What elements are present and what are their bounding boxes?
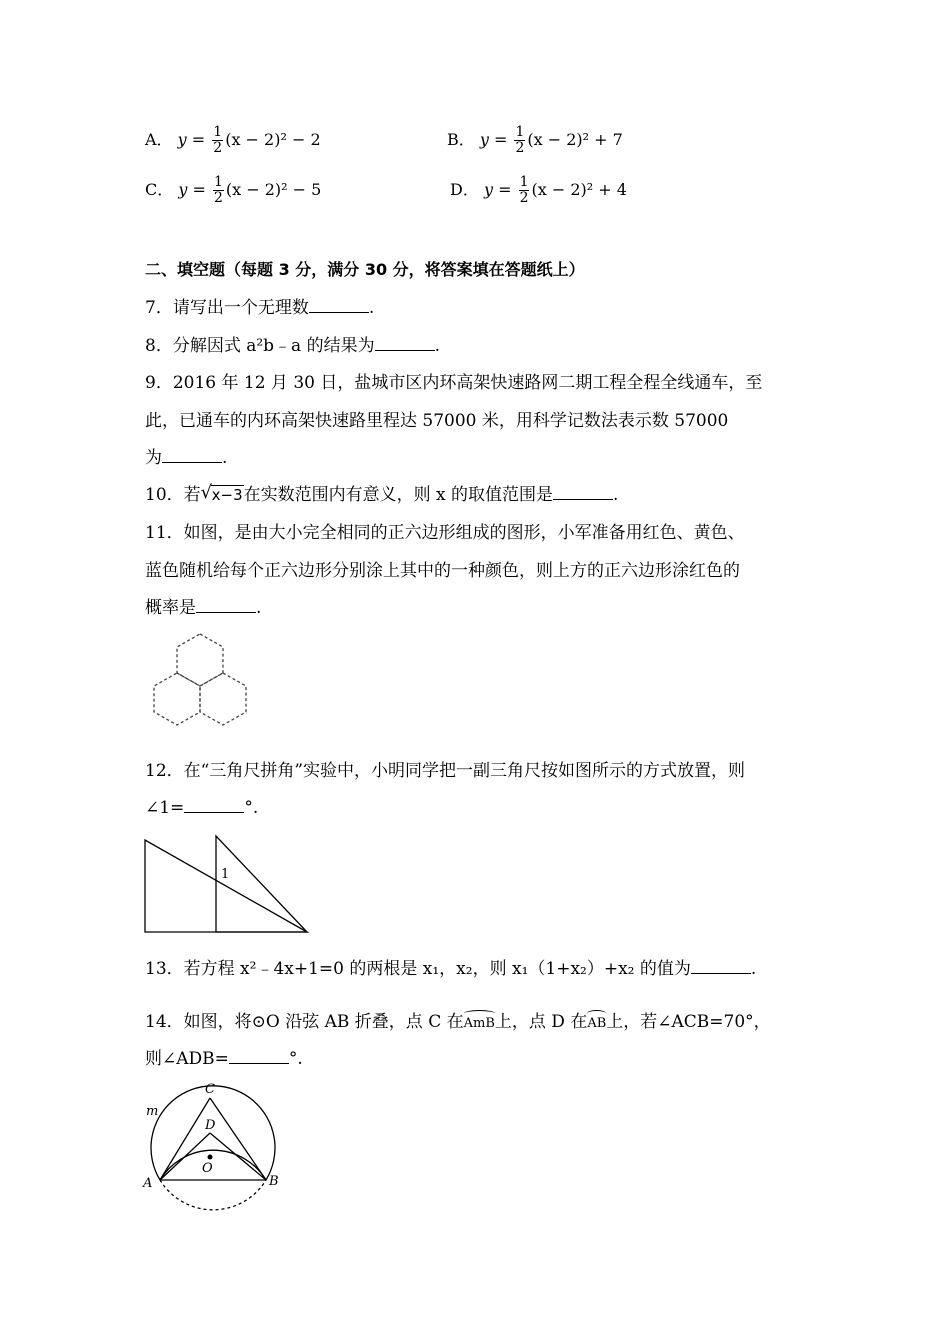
set-square-figure [140, 834, 315, 939]
circle-fold-figure [138, 1075, 298, 1215]
question-11-line1: 11．如图，是由大小完全相同的正六边形组成的图形，小军准备用红色、黄色、 [145, 523, 745, 543]
question-14-line1: 14．如图，将⊙O 沿弦 AB 折叠，点 C 在AmB上，点 D 在AB上，若∠ACB=70°， [145, 1011, 771, 1035]
question-8: 8．分解因式 a²b﹣a 的结果为 . [145, 336, 440, 356]
label-o: O [202, 1161, 213, 1176]
option-c: C． y = $\frac{1}{2}$ (x − 2)² − 5 [145, 174, 322, 206]
fraction: $\frac{1}{2}$ [515, 124, 525, 156]
fraction: $\frac{1}{2}$ [519, 174, 529, 206]
question-12-line1: 12．在“三角尺拼角”实验中，小明同学把一副三角尺按如图所示的方式放置，则 [145, 761, 746, 781]
center-point-icon [208, 1155, 213, 1160]
label-d: D [205, 1118, 216, 1133]
question-10: 10．若 √ x−3在实数范围内有意义，则 x 的取值范围是 . [145, 482, 619, 505]
hexagon-figure [140, 630, 270, 730]
answer-blank[interactable] [309, 298, 369, 313]
square-root: √ x−3 [200, 482, 243, 504]
answer-blank[interactable] [229, 1049, 289, 1064]
question-14-line2: 则∠ADB= °. [145, 1049, 303, 1069]
answer-blank[interactable] [553, 485, 613, 500]
label-c: C [205, 1082, 215, 1097]
question-12-line2: ∠1= °. [145, 798, 259, 818]
arc-symbol: AB [587, 1013, 606, 1035]
question-11-line2: 蓝色随机给每个正六边形分别涂上其中的一种颜色，则上方的正六边形涂红色的 [145, 561, 740, 581]
answer-blank[interactable] [196, 598, 256, 613]
fraction: $\frac{1}{2}$ [213, 124, 223, 156]
question-7: 7．请写出一个无理数 . [145, 298, 375, 318]
question-9-line1: 9．2016 年 12 月 30 日，盐城市区内环高架快速路网二期工程全程全线通车，至 [145, 373, 763, 393]
question-13: 13．若方程 x²﹣4x+1=0 的两根是 x₁，x₂，则 x₁（1+x₂）+x₂ 的值为 . [145, 959, 757, 979]
arc-symbol: AmB [464, 1013, 495, 1035]
label-b: B [269, 1174, 279, 1189]
radical-sign-icon: √ [200, 482, 213, 503]
label-m: m [146, 1104, 159, 1119]
fraction: $\frac{1}{2}$ [213, 174, 223, 206]
question-11-line3: 概率是 . [145, 598, 262, 618]
option-a: A． y = $\frac{1}{2}$ (x − 2)² − 2 [145, 124, 321, 156]
label-a: A [143, 1176, 153, 1191]
section-heading: 二、填空题（每题 3 分，满分 30 分，将答案填在答题纸上） [145, 260, 585, 279]
question-9-line2: 此，已通车的内环高架快速路里程达 57000 米，用科学记数法表示数 57000 [145, 411, 729, 431]
answer-blank[interactable] [375, 336, 435, 351]
option-d: D． y = $\frac{1}{2}$ (x − 2)² + 4 [450, 174, 627, 206]
option-b: B． y = $\frac{1}{2}$ (x − 2)² + 7 [447, 124, 623, 156]
answer-blank[interactable] [691, 959, 751, 974]
answer-blank[interactable] [184, 798, 244, 813]
answer-blank[interactable] [162, 448, 222, 463]
angle-label: 1 [221, 867, 230, 882]
question-9-line3: 为 . [145, 448, 228, 468]
